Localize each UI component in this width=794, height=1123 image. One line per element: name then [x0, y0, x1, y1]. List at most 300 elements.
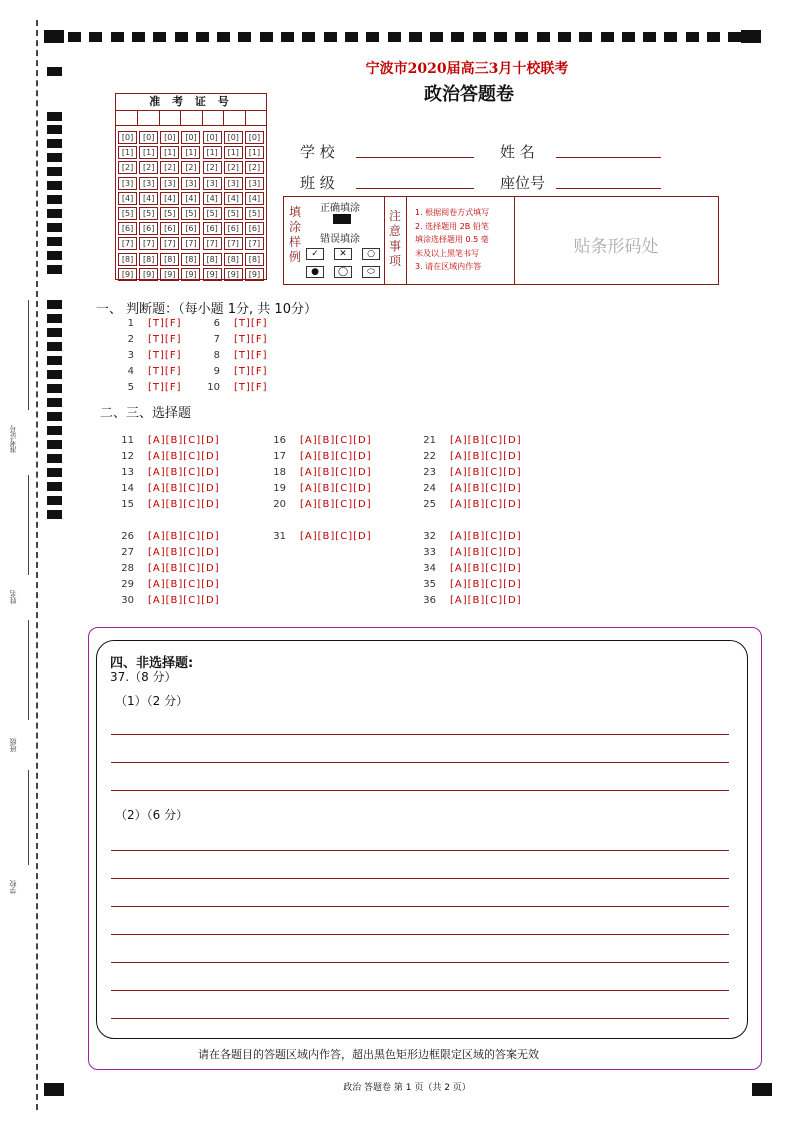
question-number: 25 [423, 499, 436, 510]
ticket-bubble[interactable]: [3] [139, 177, 158, 190]
question-row [118, 499, 220, 510]
question-37-part2: （2）（6 分） [115, 808, 189, 822]
answer-line[interactable] [111, 762, 729, 763]
question-row [120, 366, 181, 377]
question-row [206, 350, 267, 361]
ticket-bubble[interactable]: [9] [181, 268, 200, 281]
answer-line[interactable] [111, 734, 729, 735]
ticket-bubble[interactable]: [1] [224, 146, 243, 159]
answer-line[interactable] [111, 906, 729, 907]
question-row [118, 467, 220, 478]
ticket-bubble[interactable]: [6] [139, 222, 158, 235]
answer-options[interactable]: [A][B][C][D] [148, 579, 220, 590]
ticket-bubble[interactable]: [7] [203, 237, 222, 250]
timing-mark [601, 32, 614, 42]
class-field[interactable] [356, 188, 474, 189]
ticket-bubble-row [116, 206, 266, 221]
answer-options[interactable]: [A][B][C][D] [300, 451, 372, 462]
seat-label: 座位号 [500, 174, 546, 192]
answer-options[interactable]: [A][B][C][D] [300, 531, 372, 542]
answer-line[interactable] [111, 790, 729, 791]
answer-options[interactable]: [T][F] [234, 382, 268, 393]
question-number: 26 [121, 531, 134, 542]
answer-line[interactable] [111, 962, 729, 963]
ticket-bubble[interactable]: [6] [203, 222, 222, 235]
timing-mark [451, 32, 464, 42]
ticket-bubble[interactable]: [9] [224, 268, 243, 281]
question-row [206, 318, 267, 329]
section2-title: 二、三、选择题 [100, 406, 192, 421]
correct-fill-label: 正确填涂 [320, 203, 360, 214]
timing-mark [111, 32, 124, 42]
question-row [118, 595, 220, 606]
ticket-bubble[interactable]: [2] [118, 161, 137, 174]
timing-mark [728, 32, 741, 42]
question-row [420, 563, 522, 574]
question-row [120, 334, 181, 345]
answer-options[interactable]: [A][B][C][D] [148, 595, 220, 606]
question-row [120, 382, 181, 393]
question-number: 12 [121, 451, 134, 462]
answer-area-inner[interactable] [96, 640, 748, 1039]
side-line-class [28, 770, 29, 865]
timing-mark [47, 454, 62, 463]
answer-area-note: 请在各题目的答题区域内作答，超出黑色矩形边框限定区域的答案无效 [198, 1048, 539, 1061]
question-row [118, 563, 220, 574]
ticket-bubble-row [116, 145, 266, 160]
answer-options[interactable]: [A][B][C][D] [450, 595, 522, 606]
timing-mark [579, 32, 592, 42]
question-number: 17 [273, 451, 286, 462]
timing-mark [47, 125, 62, 134]
wrong-mark-circle: ○ [362, 248, 380, 260]
ticket-bubble[interactable]: [0] [224, 131, 243, 144]
name-label: 姓 名 [500, 143, 535, 161]
question-number: 7 [213, 334, 220, 345]
answer-options[interactable]: [A][B][C][D] [148, 499, 220, 510]
timing-mark [515, 32, 528, 42]
question-row [118, 483, 220, 494]
ticket-bubble[interactable]: [0] [139, 131, 158, 144]
question-row [420, 467, 522, 478]
answer-options[interactable]: [A][B][C][D] [450, 579, 522, 590]
ticket-bubble[interactable]: [3] [203, 177, 222, 190]
answer-line[interactable] [111, 990, 729, 991]
timing-mark [47, 412, 62, 421]
answer-options[interactable]: [T][F] [148, 334, 182, 345]
timing-mark [622, 32, 635, 42]
question-number: 9 [213, 366, 220, 377]
ticket-bubble[interactable]: [9] [203, 268, 222, 281]
question-row [120, 350, 181, 361]
answer-options[interactable]: [T][F] [234, 350, 268, 361]
section4-title: 四、非选择题: [110, 656, 194, 671]
question-row [420, 547, 522, 558]
ticket-bubble[interactable]: [7] [181, 237, 200, 250]
class-label: 班 级 [300, 174, 335, 192]
ticket-bubble[interactable]: [0] [118, 131, 137, 144]
ticket-bubble[interactable]: [8] [181, 253, 200, 266]
question-number: 8 [213, 350, 220, 361]
ticket-bubble[interactable]: [5] [118, 207, 137, 220]
ticket-bubble[interactable]: [1] [118, 146, 137, 159]
ticket-bubble[interactable]: [9] [118, 268, 137, 281]
question-row [420, 483, 522, 494]
question-row [118, 547, 220, 558]
question-number: 27 [121, 547, 134, 558]
ticket-bubble[interactable]: [5] [224, 207, 243, 220]
answer-options[interactable]: [T][F] [148, 366, 182, 377]
answer-options[interactable]: [A][B][C][D] [300, 435, 372, 446]
question-number: 31 [273, 531, 286, 542]
question-number: 10 [207, 382, 220, 393]
timing-mark [47, 139, 62, 148]
question-number: 18 [273, 467, 286, 478]
timing-mark [68, 32, 81, 42]
ticket-bubble[interactable]: [8] [203, 253, 222, 266]
side-label-class: 班级 [9, 738, 17, 752]
timing-mark [175, 32, 188, 42]
ticket-bubble[interactable]: [8] [224, 253, 243, 266]
answer-options[interactable]: [A][B][C][D] [300, 499, 372, 510]
ticket-bubble[interactable]: [7] [160, 237, 179, 250]
timing-mark [302, 32, 315, 42]
question-row [206, 366, 267, 377]
wrong-mark-ellipse: ⬭ [362, 266, 380, 278]
question-number: 29 [121, 579, 134, 590]
ticket-bubble[interactable]: [4] [139, 192, 158, 205]
question-row [270, 483, 372, 494]
timing-mark [238, 32, 251, 42]
barcode-area[interactable]: 贴条形码处 [573, 237, 659, 257]
divider-1 [384, 197, 385, 284]
timing-mark [47, 195, 62, 204]
question-number: 5 [127, 382, 134, 393]
timing-mark [707, 32, 720, 42]
timing-mark [260, 32, 273, 42]
timing-mark [47, 496, 62, 505]
wrong-fill-label: 错误填涂 [320, 234, 360, 245]
binding-dashed-line [36, 20, 38, 1110]
instructions-box [283, 196, 719, 285]
question-row [270, 451, 372, 462]
question-row [270, 467, 372, 478]
question-row [420, 531, 522, 542]
timing-mark [47, 237, 62, 246]
ticket-bubble-row [116, 191, 266, 206]
answer-options[interactable]: [A][B][C][D] [300, 467, 372, 478]
answer-line[interactable] [111, 878, 729, 879]
question-row [118, 579, 220, 590]
question-row [270, 531, 372, 542]
question-row [270, 499, 372, 510]
ticket-bubble[interactable]: [1] [181, 146, 200, 159]
timing-mark [47, 181, 62, 190]
school-field[interactable] [356, 157, 474, 158]
ticket-bubble[interactable]: [0] [181, 131, 200, 144]
ticket-bubble[interactable]: [8] [118, 253, 137, 266]
answer-options[interactable]: [A][B][C][D] [450, 451, 522, 462]
answer-line[interactable] [111, 850, 729, 851]
answer-options[interactable]: [T][F] [148, 382, 182, 393]
ticket-bubble[interactable]: [1] [160, 146, 179, 159]
ticket-bubble[interactable]: [6] [245, 222, 264, 235]
ticket-bubble[interactable]: [4] [181, 192, 200, 205]
page-footer: 政治 答题卷 第 1 页（共 2 页） [343, 1083, 471, 1093]
answer-options[interactable]: [A][B][C][D] [450, 467, 522, 478]
ticket-bubble[interactable]: [0] [160, 131, 179, 144]
question-number: 15 [121, 499, 134, 510]
ticket-digit-box-divider [202, 111, 203, 125]
timing-mark [409, 32, 422, 42]
answer-options[interactable]: [A][B][C][D] [148, 451, 220, 462]
timing-mark [47, 342, 62, 351]
ticket-bubble[interactable]: [5] [245, 207, 264, 220]
question-row [270, 435, 372, 446]
timing-mark [47, 468, 62, 477]
timing-mark [473, 32, 486, 42]
ticket-bubble[interactable]: [2] [160, 161, 179, 174]
timing-mark [47, 223, 62, 232]
ticket-bubble[interactable]: [2] [181, 161, 200, 174]
answer-options[interactable]: [A][B][C][D] [450, 547, 522, 558]
ticket-bubble[interactable]: [9] [160, 268, 179, 281]
ticket-bubble[interactable]: [3] [245, 177, 264, 190]
question-number: 23 [423, 467, 436, 478]
ticket-bubble[interactable]: [8] [139, 253, 158, 266]
paper-title: 政治答题卷 [424, 84, 514, 105]
timing-mark [47, 265, 62, 274]
ticket-bubble[interactable]: [1] [203, 146, 222, 159]
ticket-bubble[interactable]: [9] [245, 268, 264, 281]
ticket-bubble[interactable]: [4] [203, 192, 222, 205]
timing-mark [430, 32, 443, 42]
answer-options[interactable]: [T][F] [234, 334, 268, 345]
question-number: 28 [121, 563, 134, 574]
ticket-bubble[interactable]: [5] [139, 207, 158, 220]
side-line-name [28, 620, 29, 720]
answer-options[interactable]: [T][F] [148, 350, 182, 361]
timing-mark [217, 32, 230, 42]
question-row [206, 382, 267, 393]
ticket-bubble-row [116, 221, 266, 236]
timing-mark [366, 32, 379, 42]
wrong-mark-oval: ◯ [334, 266, 352, 278]
ticket-bubble-row [116, 252, 266, 267]
answer-options[interactable]: [A][B][C][D] [300, 483, 372, 494]
question-number: 35 [423, 579, 436, 590]
ticket-bubble[interactable]: [2] [203, 161, 222, 174]
question-number: 22 [423, 451, 436, 462]
answer-options[interactable]: [A][B][C][D] [450, 483, 522, 494]
question-number: 3 [127, 350, 134, 361]
ticket-bubble[interactable]: [2] [245, 161, 264, 174]
ticket-bubble[interactable]: [1] [245, 146, 264, 159]
answer-line[interactable] [111, 1018, 729, 1019]
ticket-bubble[interactable]: [5] [181, 207, 200, 220]
ticket-bubble[interactable]: [6] [224, 222, 243, 235]
answer-options[interactable]: [A][B][C][D] [148, 547, 220, 558]
question-number: 21 [423, 435, 436, 446]
ticket-bubble[interactable]: [2] [139, 161, 158, 174]
ticket-bubble[interactable]: [7] [118, 237, 137, 250]
ticket-bubble[interactable]: [7] [224, 237, 243, 250]
wrong-mark-cross: ✕ [334, 248, 352, 260]
timing-mark [494, 32, 507, 42]
ticket-bubble[interactable]: [6] [181, 222, 200, 235]
answer-options[interactable]: [A][B][C][D] [148, 483, 220, 494]
ticket-bubble[interactable]: [9] [139, 268, 158, 281]
section1-title: 一、 判断题：（每小题 1分, 共 10分） [96, 302, 317, 317]
ticket-digit-box-divider [223, 111, 224, 125]
answer-line[interactable] [111, 934, 729, 935]
timing-mark [388, 32, 401, 42]
notes-side-label: 注 意 事 项 [388, 209, 401, 268]
question-number: 19 [273, 483, 286, 494]
timing-mark [47, 314, 62, 323]
question-row [420, 435, 522, 446]
ticket-bubble[interactable]: [3] [181, 177, 200, 190]
answer-options[interactable]: [A][B][C][D] [450, 499, 522, 510]
answer-options[interactable]: [A][B][C][D] [148, 531, 220, 542]
ticket-bubble-row [116, 130, 266, 145]
ticket-bubble[interactable]: [7] [139, 237, 158, 250]
side-label-ticket: 准考证号 [9, 425, 17, 453]
notes-list: 1. 根据阅卷方式填写 2. 选择题用 2B 铅笔 填涂选择题用 0.5 毫 米及以上黑笔书写 3. 请在区域内作答 [415, 208, 490, 271]
timing-mark [47, 370, 62, 379]
ticket-bubble[interactable]: [5] [160, 207, 179, 220]
question-number: 20 [273, 499, 286, 510]
ticket-bubble[interactable]: [4] [118, 192, 137, 205]
timing-mark [89, 32, 102, 42]
ticket-bubble-row [116, 267, 266, 282]
ticket-bubble[interactable]: [1] [139, 146, 158, 159]
question-37: 37.（8 分） [110, 670, 177, 684]
ticket-bubble-grid[interactable] [116, 130, 266, 282]
question-row [420, 595, 522, 606]
timing-mark [47, 510, 62, 519]
ticket-bubble[interactable]: [6] [118, 222, 137, 235]
ticket-bubble[interactable]: [8] [160, 253, 179, 266]
name-field[interactable] [556, 157, 661, 158]
ticket-digit-box-divider [180, 111, 181, 125]
school-label: 学 校 [300, 143, 335, 161]
timing-mark [324, 32, 337, 42]
timing-mark [47, 251, 62, 260]
question-row [420, 451, 522, 462]
side-label-school: 学校 [9, 880, 17, 894]
timing-mark [345, 32, 358, 42]
timing-mark [47, 328, 62, 337]
answer-options[interactable]: [A][B][C][D] [148, 435, 220, 446]
question-row [206, 334, 267, 345]
side-label-name: 姓名 [9, 590, 17, 604]
timing-mark [47, 440, 62, 449]
divider-2 [406, 197, 407, 284]
question-row [118, 531, 220, 542]
answer-options[interactable]: [T][F] [234, 318, 268, 329]
question-number: 11 [121, 435, 134, 446]
ticket-bubble[interactable]: [3] [118, 177, 137, 190]
question-number: 30 [121, 595, 134, 606]
answer-options[interactable]: [A][B][C][D] [450, 563, 522, 574]
question-number: 32 [423, 531, 436, 542]
ticket-bubble-row [116, 160, 266, 175]
ticket-bubble[interactable]: [4] [245, 192, 264, 205]
ticket-bubble[interactable]: [6] [160, 222, 179, 235]
question-row [118, 451, 220, 462]
timing-mark [686, 32, 699, 42]
ticket-bubble[interactable]: [4] [224, 192, 243, 205]
correct-fill-sample [333, 214, 351, 224]
question-number: 2 [127, 334, 134, 345]
ticket-bubble[interactable]: [8] [245, 253, 264, 266]
ticket-digit-box-divider [137, 111, 138, 125]
ticket-bubble-row [116, 176, 266, 191]
question-number: 33 [423, 547, 436, 558]
question-number: 6 [213, 318, 220, 329]
seat-field[interactable] [556, 188, 661, 189]
timing-mark [196, 32, 209, 42]
timing-mark [558, 32, 571, 42]
timing-mark [47, 112, 62, 121]
timing-mark [47, 356, 62, 365]
ticket-bubble[interactable]: [2] [224, 161, 243, 174]
question-number: 13 [121, 467, 134, 478]
ticket-bubble[interactable]: [5] [203, 207, 222, 220]
timing-mark [132, 32, 145, 42]
question-row [420, 499, 522, 510]
question-37-part1: （1）（2 分） [115, 694, 189, 708]
ticket-bubble[interactable]: [3] [224, 177, 243, 190]
timing-mark [47, 482, 62, 491]
question-row [118, 435, 220, 446]
question-number: 4 [127, 366, 134, 377]
timing-mark [47, 167, 62, 176]
ticket-bubble[interactable]: [7] [245, 237, 264, 250]
timing-mark [47, 398, 62, 407]
question-number: 14 [121, 483, 134, 494]
timing-mark [153, 32, 166, 42]
ticket-bubble[interactable]: [3] [160, 177, 179, 190]
wrong-mark-check: ✓ [306, 248, 324, 260]
question-row [120, 318, 181, 329]
top-timing-marks [44, 32, 762, 44]
ticket-digit-box-divider [245, 111, 246, 125]
answer-options[interactable]: [A][B][C][D] [450, 435, 522, 446]
question-number: 16 [273, 435, 286, 446]
answer-options[interactable]: [T][F] [148, 318, 182, 329]
question-row [420, 579, 522, 590]
ticket-bubble[interactable]: [0] [203, 131, 222, 144]
timing-mark [47, 384, 62, 393]
timing-mark [664, 32, 677, 42]
ticket-bubble[interactable]: [0] [245, 131, 264, 144]
admission-ticket-label: 准 考 证 号 [116, 94, 266, 111]
exam-name: 宁波市2020届高三3月十校联考 [365, 61, 569, 77]
admission-ticket-box [115, 93, 267, 280]
ticket-number-write-row[interactable] [116, 111, 266, 126]
ticket-bubble[interactable]: [4] [160, 192, 179, 205]
answer-options[interactable]: [T][F] [234, 366, 268, 377]
answer-options[interactable]: [A][B][C][D] [450, 531, 522, 542]
timing-mark [537, 32, 550, 42]
answer-options[interactable]: [A][B][C][D] [148, 563, 220, 574]
timing-mark [643, 32, 656, 42]
timing-mark [47, 153, 62, 162]
answer-options[interactable]: [A][B][C][D] [148, 467, 220, 478]
timing-mark [47, 67, 62, 76]
